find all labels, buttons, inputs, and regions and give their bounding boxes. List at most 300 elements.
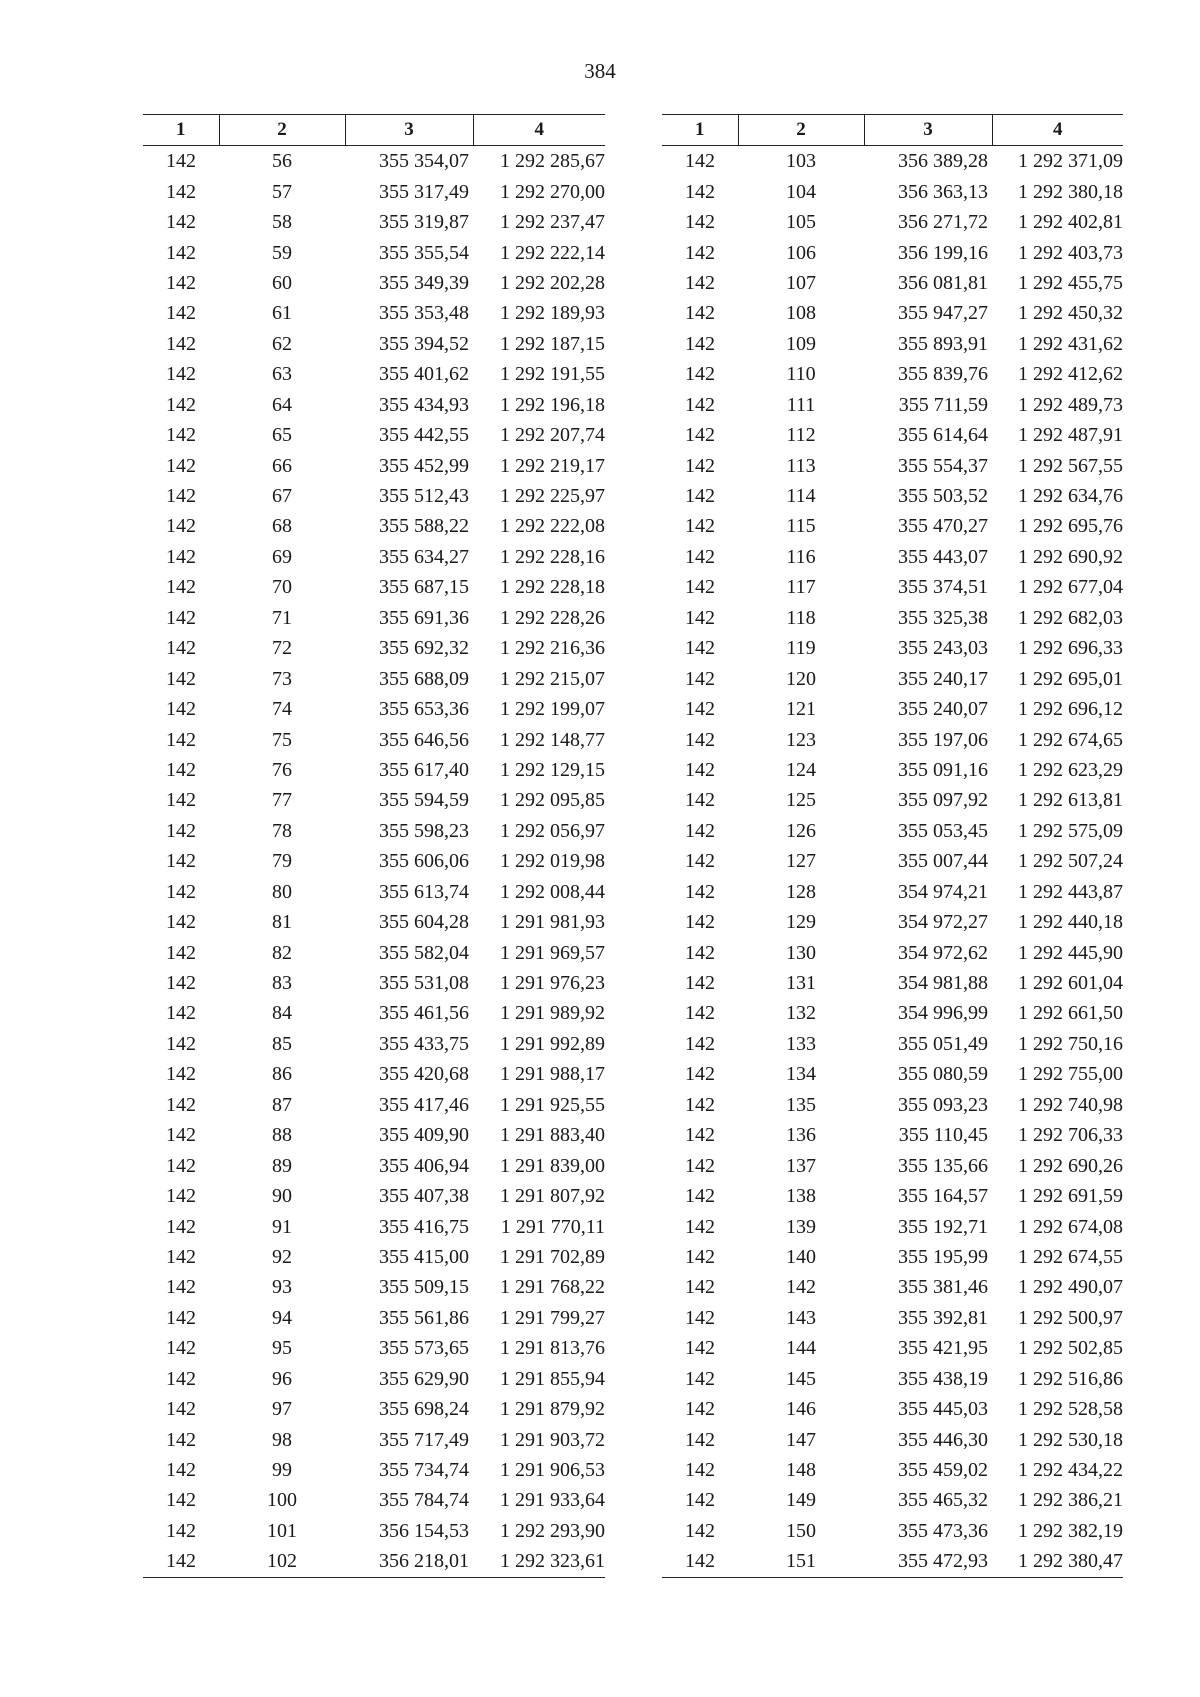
cell-x-coordinate: 355 353,48	[379, 302, 469, 325]
cell-y-coordinate: 1 292 682,03	[1018, 606, 1123, 629]
cell-y-coordinate: 1 292 056,97	[500, 819, 605, 842]
cell-point-number: 57	[272, 180, 292, 203]
cell-group: 142	[166, 1185, 196, 1208]
cell-y-coordinate: 1 292 228,18	[500, 576, 605, 599]
table-row	[143, 1090, 605, 1120]
cell-y-coordinate: 1 292 382,19	[1018, 1519, 1123, 1542]
cell-y-coordinate: 1 292 613,81	[1018, 789, 1123, 812]
cell-group: 142	[685, 576, 715, 599]
cell-x-coordinate: 355 355,54	[379, 241, 469, 264]
table-row	[143, 603, 605, 633]
cell-x-coordinate: 355 093,23	[898, 1093, 988, 1116]
table-row	[662, 724, 1123, 754]
cell-x-coordinate: 356 271,72	[898, 211, 988, 234]
cell-point-number: 134	[786, 1063, 816, 1086]
cell-group: 142	[685, 880, 715, 903]
cell-y-coordinate: 1 292 516,86	[1018, 1367, 1123, 1390]
cell-x-coordinate: 355 433,75	[379, 1032, 469, 1055]
table-row	[662, 877, 1123, 907]
cell-y-coordinate: 1 292 601,04	[1018, 972, 1123, 995]
cell-y-coordinate: 1 292 380,47	[992, 1546, 1123, 1577]
table-row	[662, 1242, 1123, 1272]
cell-y-coordinate: 1 292 690,92	[1018, 545, 1123, 568]
table-row	[143, 1242, 605, 1272]
cell-x-coordinate: 355 687,15	[379, 576, 469, 599]
cell-y-coordinate: 1 292 634,76	[1018, 485, 1123, 508]
cell-point-number: 97	[272, 1398, 292, 1421]
cell-point-number: 69	[272, 545, 292, 568]
table-row	[662, 511, 1123, 541]
cell-y-coordinate: 1 292 228,16	[500, 545, 605, 568]
cell-x-coordinate: 356 363,13	[898, 180, 988, 203]
cell-point-number: 118	[786, 606, 816, 629]
cell-x-coordinate: 355 509,15	[379, 1276, 469, 1299]
cell-group: 142	[685, 1337, 715, 1360]
cell-point-number: 121	[786, 698, 816, 721]
cell-y-coordinate: 1 292 695,01	[1018, 667, 1123, 690]
cell-group: 142	[166, 850, 196, 873]
cell-y-coordinate: 1 292 691,59	[1018, 1185, 1123, 1208]
cell-x-coordinate: 355 097,92	[898, 789, 988, 812]
cell-group: 142	[166, 1215, 196, 1238]
cell-group: 142	[685, 1428, 715, 1451]
table-row	[143, 1120, 605, 1150]
cell-group: 142	[685, 698, 715, 721]
cell-group: 142	[166, 1032, 196, 1055]
cell-point-number: 107	[786, 271, 816, 294]
cell-point-number: 58	[272, 211, 292, 234]
cell-group: 142	[685, 1398, 715, 1421]
table-row	[662, 1333, 1123, 1363]
table-row	[662, 1303, 1123, 1333]
cell-y-coordinate: 1 291 855,94	[500, 1367, 605, 1390]
cell-point-number: 136	[786, 1124, 816, 1147]
cell-y-coordinate: 1 292 293,90	[500, 1519, 605, 1542]
cell-x-coordinate: 355 442,55	[379, 424, 469, 447]
table-row	[662, 237, 1123, 267]
cell-x-coordinate: 355 325,38	[898, 606, 988, 629]
cell-group: 142	[166, 393, 196, 416]
table-row	[143, 968, 605, 998]
cell-y-coordinate: 1 292 575,09	[1018, 819, 1123, 842]
table-row	[662, 359, 1123, 389]
table-row	[662, 694, 1123, 724]
cell-group: 142	[166, 1337, 196, 1360]
table-row	[143, 298, 605, 328]
cell-group: 142	[166, 241, 196, 264]
header-row	[662, 115, 1123, 146]
cell-group: 142	[143, 1546, 219, 1577]
cell-y-coordinate: 1 292 567,55	[1018, 454, 1123, 477]
cell-x-coordinate: 355 839,76	[898, 363, 988, 386]
table-row	[143, 1394, 605, 1424]
cell-group: 142	[685, 1519, 715, 1542]
cell-y-coordinate: 1 292 750,16	[1018, 1032, 1123, 1055]
cell-group: 142	[685, 819, 715, 842]
cell-group: 142	[685, 424, 715, 447]
cell-group: 142	[166, 1428, 196, 1451]
cell-y-coordinate: 1 292 412,62	[1018, 363, 1123, 386]
cell-group: 142	[166, 302, 196, 325]
table-row	[143, 1424, 605, 1454]
cell-point-number: 125	[786, 789, 816, 812]
cell-group: 142	[166, 1124, 196, 1147]
cell-point-number: 84	[272, 1002, 292, 1025]
table-row	[143, 1485, 605, 1515]
table-row	[143, 390, 605, 420]
table-row	[143, 816, 605, 846]
cell-point-number: 96	[272, 1367, 292, 1390]
cell-y-coordinate: 1 292 677,04	[1018, 576, 1123, 599]
cell-y-coordinate: 1 292 740,98	[1018, 1093, 1123, 1116]
table-row	[662, 1485, 1123, 1515]
table-row	[143, 268, 605, 298]
cell-group: 142	[166, 363, 196, 386]
cell-point-number: 104	[786, 180, 816, 203]
cell-y-coordinate: 1 292 189,93	[500, 302, 605, 325]
cell-x-coordinate: 355 473,36	[898, 1519, 988, 1542]
cell-y-coordinate: 1 291 770,11	[500, 1215, 605, 1238]
cell-y-coordinate: 1 292 380,18	[1018, 180, 1123, 203]
cell-x-coordinate: 355 784,74	[379, 1489, 469, 1512]
table-row	[143, 1455, 605, 1485]
cell-x-coordinate: 355 604,28	[379, 911, 469, 934]
cell-group: 142	[166, 1154, 196, 1177]
cell-x-coordinate: 355 653,36	[379, 698, 469, 721]
table-row	[662, 937, 1123, 967]
cell-group: 142	[685, 454, 715, 477]
cell-y-coordinate: 1 292 706,33	[1018, 1124, 1123, 1147]
cell-point-number: 89	[272, 1154, 292, 1177]
cell-point-number: 56	[272, 150, 292, 173]
table-row	[662, 968, 1123, 998]
cell-group: 142	[685, 850, 715, 873]
cell-group: 142	[685, 911, 715, 934]
cell-x-coordinate: 355 614,64	[898, 424, 988, 447]
cell-x-coordinate: 355 459,02	[898, 1459, 988, 1482]
cell-y-coordinate: 1 292 215,07	[500, 667, 605, 690]
cell-point-number: 74	[272, 698, 292, 721]
cell-y-coordinate: 1 291 992,89	[500, 1032, 605, 1055]
table-row	[143, 907, 605, 937]
cell-point-number: 82	[272, 941, 292, 964]
cell-y-coordinate: 1 292 623,29	[1018, 758, 1123, 781]
cell-point-number: 105	[786, 211, 816, 234]
cell-x-coordinate: 355 243,03	[898, 637, 988, 660]
cell-group: 142	[166, 758, 196, 781]
cell-point-number: 139	[786, 1215, 816, 1238]
cell-group: 142	[166, 485, 196, 508]
cell-y-coordinate: 1 292 095,85	[500, 789, 605, 812]
cell-group: 142	[685, 1032, 715, 1055]
cell-y-coordinate: 1 292 507,24	[1018, 850, 1123, 873]
cell-y-coordinate: 1 292 674,08	[1018, 1215, 1123, 1238]
table-row	[143, 1059, 605, 1089]
cell-group: 142	[685, 302, 715, 325]
cell-y-coordinate: 1 292 187,15	[500, 332, 605, 355]
cell-group: 142	[685, 1489, 715, 1512]
cell-y-coordinate: 1 291 813,76	[500, 1337, 605, 1360]
cell-x-coordinate: 355 613,74	[379, 880, 469, 903]
cell-point-number: 140	[786, 1245, 816, 1268]
cell-point-number: 95	[272, 1337, 292, 1360]
cell-x-coordinate: 356 389,28	[898, 150, 988, 173]
cell-y-coordinate: 1 292 371,09	[1018, 150, 1123, 173]
cell-x-coordinate: 355 051,49	[898, 1032, 988, 1055]
cell-group: 142	[685, 728, 715, 751]
cell-y-coordinate: 1 292 434,22	[1018, 1459, 1123, 1482]
cell-point-number: 129	[786, 911, 816, 934]
cell-point-number: 61	[272, 302, 292, 325]
cell-y-coordinate: 1 291 903,72	[500, 1428, 605, 1451]
cell-y-coordinate: 1 292 237,47	[500, 211, 605, 234]
table-body	[143, 146, 605, 1578]
table-row	[662, 1424, 1123, 1454]
cell-group: 142	[685, 1306, 715, 1329]
cell-x-coordinate: 355 317,49	[379, 180, 469, 203]
cell-y-coordinate: 1 292 696,12	[1018, 698, 1123, 721]
cell-group: 142	[166, 454, 196, 477]
cell-point-number: 88	[272, 1124, 292, 1147]
cell-point-number: 72	[272, 637, 292, 660]
table-row	[143, 1029, 605, 1059]
cell-x-coordinate: 355 461,56	[379, 1002, 469, 1025]
cell-group: 142	[662, 1546, 738, 1577]
cell-x-coordinate: 355 503,52	[898, 485, 988, 508]
table-row	[662, 1211, 1123, 1241]
table-row	[662, 633, 1123, 663]
table-row	[662, 1394, 1123, 1424]
cell-point-number: 135	[786, 1093, 816, 1116]
cell-x-coordinate: 355 091,16	[898, 758, 988, 781]
table-row	[143, 1211, 605, 1241]
cell-point-number: 144	[786, 1337, 816, 1360]
cell-point-number: 83	[272, 972, 292, 995]
cell-x-coordinate: 355 197,06	[898, 728, 988, 751]
cell-group: 142	[685, 1459, 715, 1482]
cell-x-coordinate: 355 698,24	[379, 1398, 469, 1421]
cell-group: 142	[166, 1459, 196, 1482]
cell-group: 142	[685, 515, 715, 538]
cell-x-coordinate: 355 465,32	[898, 1489, 988, 1512]
cell-x-coordinate: 355 164,57	[898, 1185, 988, 1208]
cell-x-coordinate: 355 629,90	[379, 1367, 469, 1390]
cell-group: 142	[685, 758, 715, 781]
cell-y-coordinate: 1 292 690,26	[1018, 1154, 1123, 1177]
cell-group: 142	[166, 667, 196, 690]
cell-x-coordinate: 354 972,62	[898, 941, 988, 964]
cell-x-coordinate: 355 606,06	[379, 850, 469, 873]
cell-x-coordinate: 355 531,08	[379, 972, 469, 995]
table-row	[662, 1150, 1123, 1180]
cell-x-coordinate: 355 192,71	[898, 1215, 988, 1238]
coordinates-table-left	[143, 114, 605, 1578]
cell-point-number: 65	[272, 424, 292, 447]
cell-point-number: 59	[272, 241, 292, 264]
cell-x-coordinate: 355 007,44	[898, 850, 988, 873]
cell-x-coordinate: 355 472,93	[864, 1546, 992, 1577]
table-row	[143, 1364, 605, 1394]
cell-y-coordinate: 1 291 988,17	[500, 1063, 605, 1086]
cell-x-coordinate: 355 135,66	[898, 1154, 988, 1177]
cell-group: 142	[166, 1245, 196, 1268]
cell-x-coordinate: 355 446,30	[898, 1428, 988, 1451]
cell-y-coordinate: 1 292 696,33	[1018, 637, 1123, 660]
cell-group: 142	[166, 1519, 196, 1542]
cell-point-number: 138	[786, 1185, 816, 1208]
table-row	[143, 481, 605, 511]
cell-point-number: 128	[786, 880, 816, 903]
cell-x-coordinate: 355 692,32	[379, 637, 469, 660]
cell-y-coordinate: 1 292 270,00	[500, 180, 605, 203]
cell-point-number: 127	[786, 850, 816, 873]
table-row	[143, 420, 605, 450]
cell-group: 142	[166, 1276, 196, 1299]
table-row	[662, 1120, 1123, 1150]
cell-point-number: 111	[786, 393, 816, 416]
cell-x-coordinate: 355 734,74	[379, 1459, 469, 1482]
cell-point-number: 113	[786, 454, 816, 477]
cell-x-coordinate: 355 240,17	[898, 667, 988, 690]
cell-point-number: 100	[267, 1489, 297, 1512]
table-row	[662, 481, 1123, 511]
cell-group: 142	[685, 1367, 715, 1390]
cell-point-number: 116	[786, 545, 816, 568]
column-header: 2	[219, 115, 345, 146]
cell-y-coordinate: 1 291 976,23	[500, 972, 605, 995]
table-row	[143, 755, 605, 785]
cell-x-coordinate: 355 406,94	[379, 1154, 469, 1177]
cell-y-coordinate: 1 292 222,14	[500, 241, 605, 264]
cell-y-coordinate: 1 292 755,00	[1018, 1063, 1123, 1086]
table-row	[662, 816, 1123, 846]
cell-y-coordinate: 1 292 500,97	[1018, 1306, 1123, 1329]
table-row	[143, 1333, 605, 1363]
cell-y-coordinate: 1 292 403,73	[1018, 241, 1123, 264]
cell-y-coordinate: 1 292 502,85	[1018, 1337, 1123, 1360]
cell-point-number: 114	[786, 485, 816, 508]
cell-point-number: 146	[786, 1398, 816, 1421]
cell-group: 142	[685, 1093, 715, 1116]
cell-x-coordinate: 355 080,59	[898, 1063, 988, 1086]
cell-x-coordinate: 355 110,45	[898, 1124, 988, 1147]
table-row	[143, 877, 605, 907]
cell-y-coordinate: 1 291 879,92	[500, 1398, 605, 1421]
cell-group: 142	[685, 271, 715, 294]
cell-point-number: 92	[272, 1245, 292, 1268]
table-row	[143, 359, 605, 389]
page-number: 384	[584, 59, 616, 83]
cell-y-coordinate: 1 292 199,07	[500, 698, 605, 721]
cell-x-coordinate: 355 240,07	[898, 698, 988, 721]
cell-group: 142	[166, 1063, 196, 1086]
cell-point-number: 143	[786, 1306, 816, 1329]
cell-y-coordinate: 1 292 196,18	[500, 393, 605, 416]
cell-point-number: 106	[786, 241, 816, 264]
cell-group: 142	[685, 1063, 715, 1086]
cell-y-coordinate: 1 291 906,53	[500, 1459, 605, 1482]
cell-x-coordinate: 355 319,87	[379, 211, 469, 234]
cell-y-coordinate: 1 291 989,92	[500, 1002, 605, 1025]
table-row	[662, 1272, 1123, 1302]
table-row	[143, 176, 605, 206]
cell-point-number: 66	[272, 454, 292, 477]
cell-x-coordinate: 355 417,46	[379, 1093, 469, 1116]
cell-x-coordinate: 354 974,21	[898, 880, 988, 903]
cell-point-number: 93	[272, 1276, 292, 1299]
cell-y-coordinate: 1 292 443,87	[1018, 880, 1123, 903]
table-row	[662, 846, 1123, 876]
table-row	[662, 907, 1123, 937]
cell-y-coordinate: 1 291 768,22	[500, 1276, 605, 1299]
cell-x-coordinate: 355 470,27	[898, 515, 988, 538]
cell-point-number: 63	[272, 363, 292, 386]
cell-y-coordinate: 1 291 933,64	[500, 1489, 605, 1512]
cell-y-coordinate: 1 292 222,08	[500, 515, 605, 538]
cell-point-number: 148	[786, 1459, 816, 1482]
cell-x-coordinate: 355 634,27	[379, 545, 469, 568]
cell-group: 142	[685, 1245, 715, 1268]
cell-point-number: 73	[272, 667, 292, 690]
cell-point-number: 76	[272, 758, 292, 781]
cell-x-coordinate: 355 445,03	[898, 1398, 988, 1421]
cell-group: 142	[685, 941, 715, 964]
cell-point-number: 147	[786, 1428, 816, 1451]
column-header: 2	[738, 115, 864, 146]
cell-point-number: 124	[786, 758, 816, 781]
cell-x-coordinate: 355 554,37	[898, 454, 988, 477]
cell-point-number: 102	[219, 1546, 345, 1577]
table-row	[662, 1029, 1123, 1059]
cell-y-coordinate: 1 292 019,98	[500, 850, 605, 873]
cell-y-coordinate: 1 292 695,76	[1018, 515, 1123, 538]
cell-group: 142	[685, 545, 715, 568]
cell-group: 142	[685, 393, 715, 416]
table-row	[143, 633, 605, 663]
cell-y-coordinate: 1 292 386,21	[1018, 1489, 1123, 1512]
table-row	[143, 663, 605, 693]
table-row	[662, 755, 1123, 785]
cell-x-coordinate: 355 349,39	[379, 271, 469, 294]
cell-point-number: 123	[786, 728, 816, 751]
cell-point-number: 85	[272, 1032, 292, 1055]
cell-group: 142	[685, 485, 715, 508]
cell-y-coordinate: 1 292 674,55	[1018, 1245, 1123, 1268]
cell-x-coordinate: 355 452,99	[379, 454, 469, 477]
cell-y-coordinate: 1 292 489,73	[1018, 393, 1123, 416]
cell-point-number: 115	[786, 515, 816, 538]
cell-group: 142	[166, 941, 196, 964]
cell-group: 142	[685, 180, 715, 203]
column-header: 1	[662, 115, 738, 146]
cell-group: 142	[166, 211, 196, 234]
table-row	[143, 694, 605, 724]
cell-x-coordinate: 355 598,23	[379, 819, 469, 842]
cell-y-coordinate: 1 292 674,65	[1018, 728, 1123, 751]
table-row	[662, 998, 1123, 1028]
cell-x-coordinate: 355 195,99	[898, 1245, 988, 1268]
cell-y-coordinate: 1 291 807,92	[500, 1185, 605, 1208]
cell-y-coordinate: 1 291 925,55	[500, 1093, 605, 1116]
cell-y-coordinate: 1 292 216,36	[500, 637, 605, 660]
cell-y-coordinate: 1 292 008,44	[500, 880, 605, 903]
table-row	[662, 1181, 1123, 1211]
cell-point-number: 94	[272, 1306, 292, 1329]
cell-group: 142	[685, 1124, 715, 1147]
table-row	[143, 1272, 605, 1302]
cell-x-coordinate: 355 438,19	[898, 1367, 988, 1390]
column-header: 4	[992, 115, 1123, 146]
